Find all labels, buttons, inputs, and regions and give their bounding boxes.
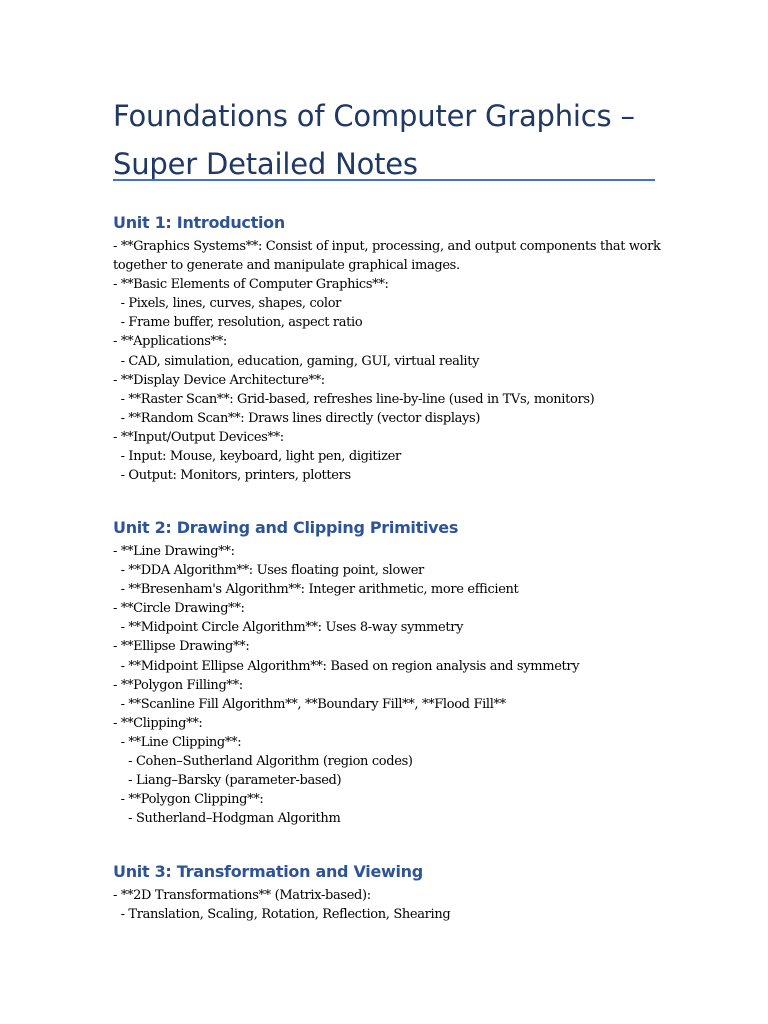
unit-3-notes (113, 886, 673, 924)
note-line: - **Raster Scan**: Grid-based, refreshes line-by-line (used in TVs, monitors) (113, 391, 595, 407)
note-line: - Pixels, lines, curves, shapes, color (113, 296, 342, 312)
note-line: - Cohen–Sutherland Algorithm (region codes) (113, 754, 413, 770)
note-line: - **Ellipse Drawing**: (113, 639, 250, 655)
note-line: - **Input/Output Devices**: (113, 429, 284, 445)
note-line: - Translation, Scaling, Rotation, Reflection, Shearing (113, 907, 451, 923)
unit-1-notes (113, 237, 673, 485)
note-line: - Liang–Barsky (parameter-based) (113, 773, 342, 789)
note-line: - **Applications**: (113, 334, 227, 350)
unit-1-heading: Unit 1: Introduction (113, 213, 285, 232)
note-line: - **Line Drawing**: (113, 544, 235, 559)
note-line: - Input: Mouse, keyboard, light pen, digitizer (113, 449, 401, 465)
note-line: - **Polygon Filling**: (113, 677, 243, 693)
unit-2-notes (113, 542, 673, 828)
note-line: - **Bresenham's Algorithm**: Integer arithmetic, more efficient (113, 582, 519, 598)
note-line: - **Graphics Systems**: Consist of input, processing, and output components that work together to generate and manipulate graphical images. (113, 239, 665, 274)
note-line: - **Polygon Clipping**: (113, 792, 264, 808)
note-line: - **Scanline Fill Algorithm**, **Boundary Fill**, **Flood Fill** (113, 696, 506, 712)
note-line: - **2D Transformations** (Matrix-based): (113, 888, 371, 903)
note-line: - **Midpoint Ellipse Algorithm**: Based on region analysis and symmetry (113, 658, 580, 674)
note-line: - **Random Scan**: Draws lines directly (vector displays) (113, 410, 481, 426)
document-title: Foundations of Computer Graphics – Super Detailed Notes (113, 99, 635, 181)
note-line: - **Circle Drawing**: (113, 601, 245, 617)
title-divider (113, 179, 655, 181)
note-line: - Output: Monitors, printers, plotters (113, 468, 351, 484)
unit-3-heading: Unit 3: Transformation and Viewing (113, 862, 423, 881)
note-line: - CAD, simulation, education, gaming, GUI, virtual reality (113, 353, 480, 369)
note-line: - **Line Clipping**: (113, 734, 242, 750)
note-line: - **DDA Algorithm**: Uses floating point, slower (113, 563, 424, 579)
note-line: - **Midpoint Circle Algorithm**: Uses 8-way symmetry (113, 620, 464, 636)
unit-2-heading: Unit 2: Drawing and Clipping Primitives (113, 518, 459, 537)
note-line: - **Basic Elements of Computer Graphics**: (113, 277, 389, 293)
note-line: - Frame buffer, resolution, aspect ratio (113, 315, 363, 331)
note-line: - **Display Device Architecture**: (113, 372, 325, 388)
note-line: - **Clipping**: (113, 715, 203, 731)
note-line: - Sutherland–Hodgman Algorithm (113, 811, 341, 827)
